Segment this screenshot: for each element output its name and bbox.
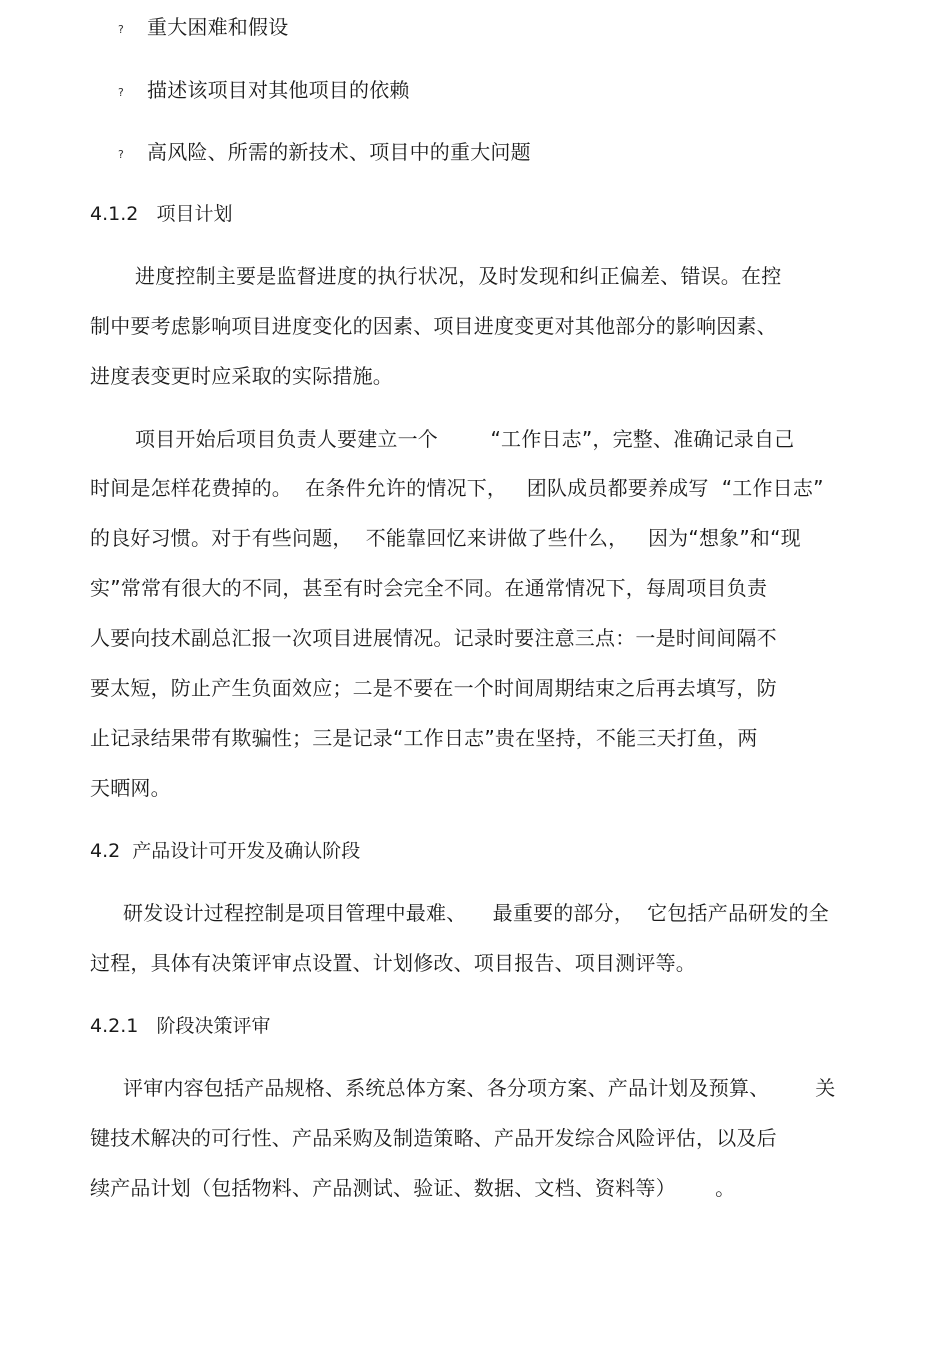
paragraph-line: 项目开始后项目负责人要建立一个 “工作日志”，完整、准确记录自己 (135, 427, 795, 451)
paragraph-line: 进度控制主要是监督进度的执行状况，及时发现和纠正偏差、错误。在控 (135, 264, 782, 288)
bullet-text: 重大困难和假设 (147, 15, 289, 39)
paragraph-line: 天晒网。 (90, 776, 171, 800)
paragraph-line: 进度表变更时应采取的实际措施。 (90, 364, 393, 388)
paragraph-line: 时间是怎样花费掉的。 在条件允许的情况下， 团队成员都要养成写 “工作日志” (90, 476, 824, 500)
bullet-text: 高风险、所需的新技术、项目中的重大问题 (147, 140, 531, 164)
paragraph-line: 的良好习惯。对于有些问题， 不能靠回忆来讲做了些什么， 因为“想象”和“现 (90, 526, 801, 550)
paragraph-line: 人要向技术副总汇报一次项目进展情况。记录时要注意三点：一是时间间隔不 (90, 626, 777, 650)
paragraph-line: 要太短，防止产生负面效应；二是不要在一个时间周期结束之后再去填写，防 (90, 676, 777, 700)
paragraph-line: 实”常常有很大的不同，甚至有时会完全不同。在通常情况下，每周项目负责 (90, 576, 768, 600)
bullet-marker: ? (118, 86, 124, 99)
paragraph-line: 过程，具体有决策评审点设置、计划修改、项目报告、项目测评等。 (90, 951, 696, 975)
paragraph-line: 续产品计划（包括物料、产品测试、验证、数据、文档、资料等） 。 (90, 1176, 736, 1200)
paragraph-line: 键技术解决的可行性、产品采购及制造策略、产品开发综合风险评估，以及后 (90, 1126, 777, 1150)
paragraph-line: 评审内容包括产品规格、系统总体方案、各分项方案、产品计划及预算、 关 (123, 1076, 836, 1100)
section-heading-4-1-2: 4.1.2 项目计划 (90, 203, 233, 225)
bullet-text: 描述该项目对其他项目的依赖 (147, 78, 410, 102)
bullet-marker: ? (118, 148, 124, 161)
paragraph-line: 止记录结果带有欺骗性；三是记录“工作日志”贵在坚持，不能三天打鱼，两 (90, 726, 758, 750)
section-heading-4-2: 4.2 产品设计可开发及确认阶段 (90, 840, 361, 862)
paragraph-line: 研发设计过程控制是项目管理中最难、 最重要的部分， 它包括产品研发的全 (123, 901, 829, 925)
bullet-marker: ? (118, 23, 124, 36)
paragraph-line: 制中要考虑影响项目进度变化的因素、项目进度变更对其他部分的影响因素、 (90, 314, 777, 338)
section-heading-4-2-1: 4.2.1 阶段决策评审 (90, 1015, 271, 1037)
